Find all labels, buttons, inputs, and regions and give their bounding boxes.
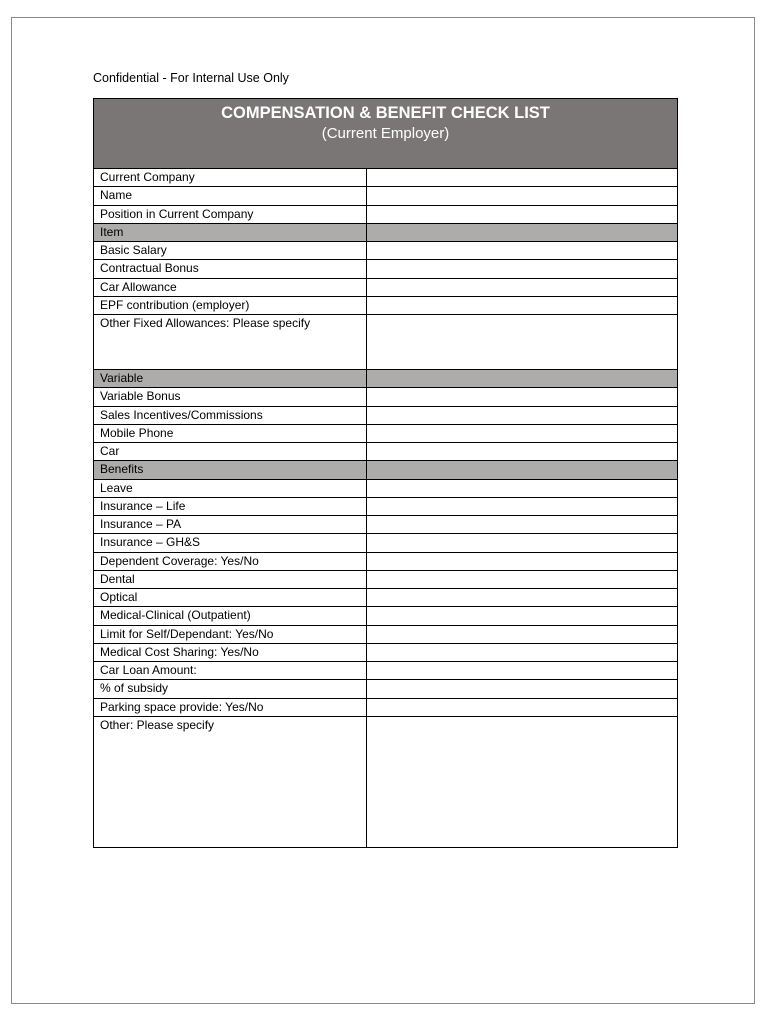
section-row (94, 370, 677, 388)
field-value-cell[interactable] (367, 315, 677, 369)
field-label: EPF contribution (employer) (94, 297, 367, 314)
field-value-cell[interactable] (367, 498, 677, 515)
field-label: Insurance – GH&S (94, 534, 367, 551)
field-value-cell[interactable] (367, 443, 677, 460)
section-row (94, 461, 677, 479)
field-label: Current Company (94, 169, 367, 186)
field-value-cell[interactable] (367, 516, 677, 533)
checklist-title: COMPENSATION & BENEFIT CHECK LIST (221, 104, 550, 122)
field-value-cell[interactable] (367, 260, 677, 277)
field-value-cell[interactable] (367, 717, 677, 847)
field-label: Insurance – PA (94, 516, 367, 533)
table-row (94, 607, 677, 625)
field-value-cell[interactable] (367, 699, 677, 716)
field-value-cell[interactable] (367, 187, 677, 204)
field-value-cell[interactable] (367, 607, 677, 624)
field-value-cell[interactable] (367, 571, 677, 588)
field-label: Leave (94, 480, 367, 497)
field-label: Mobile Phone (94, 425, 367, 442)
field-label: Parking space provide: Yes/No (94, 699, 367, 716)
table-row (94, 206, 677, 224)
field-label: Car Allowance (94, 279, 367, 296)
field-label: Name (94, 187, 367, 204)
table-row (94, 516, 677, 534)
table-row (94, 315, 677, 370)
table-row (94, 443, 677, 461)
checklist-header (94, 99, 677, 169)
field-value-cell[interactable] (367, 388, 677, 405)
table-row (94, 589, 677, 607)
table-row (94, 680, 677, 698)
field-label: % of subsidy (94, 680, 367, 697)
table-row (94, 553, 677, 571)
field-value-cell[interactable] (367, 242, 677, 259)
table-row (94, 297, 677, 315)
field-label: Other: Please specify (94, 717, 367, 847)
field-label: Car (94, 443, 367, 460)
field-label: Insurance – Life (94, 498, 367, 515)
table-row (94, 662, 677, 680)
field-value-cell[interactable] (367, 169, 677, 186)
section-label: Item (94, 224, 367, 241)
table-row (94, 534, 677, 552)
table-row (94, 480, 677, 498)
table-row (94, 407, 677, 425)
table-row (94, 644, 677, 662)
field-label: Medical-Clinical (Outpatient) (94, 607, 367, 624)
field-label: Medical Cost Sharing: Yes/No (94, 644, 367, 661)
field-label: Contractual Bonus (94, 260, 367, 277)
table-row (94, 571, 677, 589)
field-value-cell[interactable] (367, 480, 677, 497)
field-value-cell[interactable] (367, 553, 677, 570)
field-label: Variable Bonus (94, 388, 367, 405)
field-label: Car Loan Amount: (94, 662, 367, 679)
section-value-cell (367, 224, 677, 241)
table-row (94, 260, 677, 278)
section-value-cell (367, 461, 677, 478)
field-label: Basic Salary (94, 242, 367, 259)
table-row (94, 699, 677, 717)
field-value-cell[interactable] (367, 662, 677, 679)
section-value-cell (367, 370, 677, 387)
checklist-subtitle: (Current Employer) (321, 125, 450, 142)
table-row (94, 626, 677, 644)
field-value-cell[interactable] (367, 534, 677, 551)
table-row (94, 187, 677, 205)
field-label: Other Fixed Allowances: Please specify (94, 315, 367, 369)
section-label: Benefits (94, 461, 367, 478)
field-label: Position in Current Company (94, 206, 367, 223)
field-value-cell[interactable] (367, 644, 677, 661)
field-value-cell[interactable] (367, 297, 677, 314)
section-label: Variable (94, 370, 367, 387)
section-row (94, 224, 677, 242)
checklist-table (93, 98, 678, 848)
table-row (94, 498, 677, 516)
field-value-cell[interactable] (367, 680, 677, 697)
field-value-cell[interactable] (367, 589, 677, 606)
field-label: Dependent Coverage: Yes/No (94, 553, 367, 570)
table-row (94, 242, 677, 260)
checklist-rows (94, 169, 677, 847)
table-row (94, 279, 677, 297)
confidential-note: Confidential - For Internal Use Only (93, 71, 289, 85)
field-label: Sales Incentives/Commissions (94, 407, 367, 424)
table-row (94, 388, 677, 406)
field-label: Limit for Self/Dependant: Yes/No (94, 626, 367, 643)
field-value-cell[interactable] (367, 206, 677, 223)
field-label: Dental (94, 571, 367, 588)
field-value-cell[interactable] (367, 407, 677, 424)
field-value-cell[interactable] (367, 626, 677, 643)
field-value-cell[interactable] (367, 279, 677, 296)
table-row (94, 717, 677, 847)
table-row (94, 425, 677, 443)
field-value-cell[interactable] (367, 425, 677, 442)
table-row (94, 169, 677, 187)
field-label: Optical (94, 589, 367, 606)
